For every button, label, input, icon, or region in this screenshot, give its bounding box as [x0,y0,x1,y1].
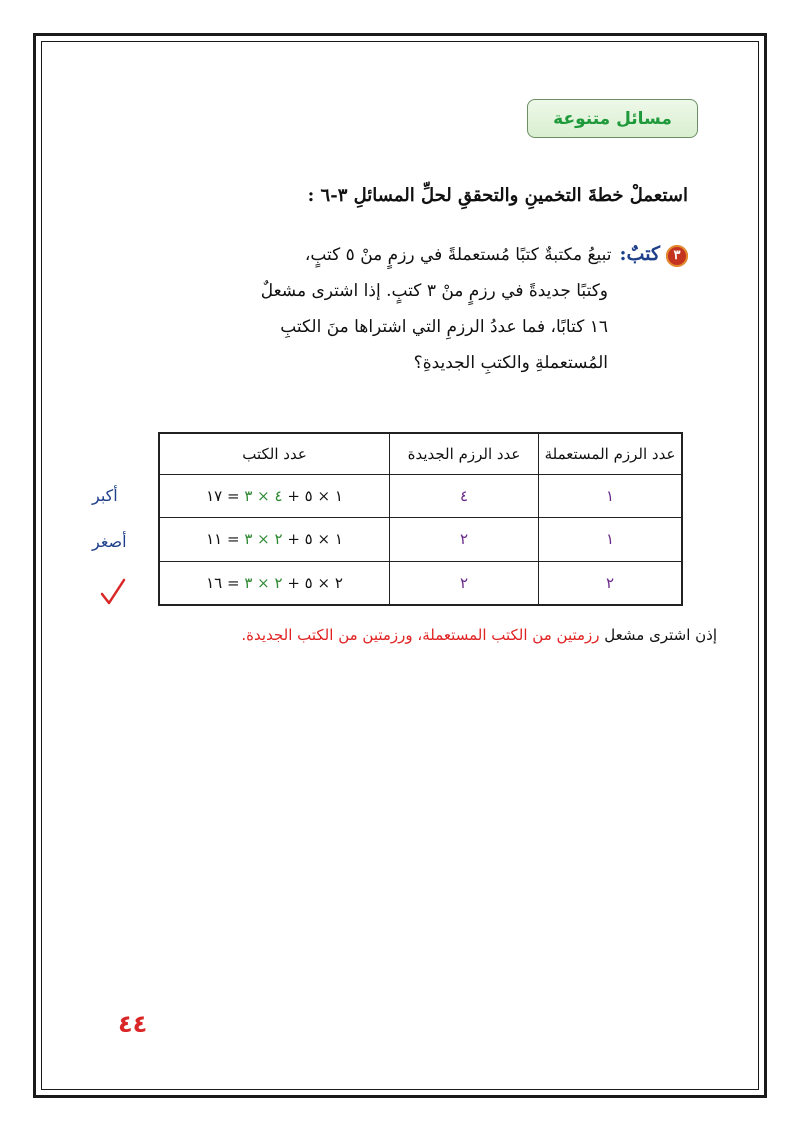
problem-line-1: تبيعُ مكتبةٌ كتبًا مُستعملةً في رزمٍ منْ ٥ كتبٍ، [304,245,612,265]
problem-first-line [208,236,688,273]
problem-line-3: ١٦ كتابًا، فما عددُ الرزمِ التي اشتراها منَ الكتبِ [280,317,608,337]
cell-new: ٢ [390,561,539,605]
expr-total: = ١٦ [206,573,245,592]
cell-expression [159,518,390,561]
expr-used-part: ٢ × ٥ + [282,573,343,592]
header-used-bundles: عدد الرزم المستعملة [539,433,683,475]
problem-number-badge: ٣ [666,245,688,267]
cell-used: ١ [539,518,683,561]
header-new-bundles: عدد الرزم الجديدة [390,433,539,475]
checkmark-icon [100,578,126,610]
expr-total: = ١١ [206,530,245,549]
expr-used-part: ١ × ٥ + [282,487,343,506]
cell-used: ١ [539,475,683,518]
expr-new-part: ٢ × ٣ [244,530,283,549]
tag-smaller: أصغر [92,532,127,551]
cell-new: ٢ [390,518,539,561]
guess-check-table [158,432,683,606]
expr-used-part: ١ × ٥ + [282,530,343,549]
expr-new-part: ٤ × ٣ [244,487,283,506]
cell-new: ٤ [390,475,539,518]
answer-result: رزمتين من الكتب المستعملة، ورزمتين من الكتب الجديدة. [241,626,600,644]
answer-prefix: إذن اشترى مشعل [599,626,717,644]
table-row [159,561,682,605]
table-row [159,518,682,561]
problem-label: كتبٌ: [619,243,660,265]
cell-expression [159,475,390,518]
cell-expression [159,561,390,605]
expr-new-part: ٢ × ٣ [244,573,283,592]
instruction-heading: استعملْ خطةَ التخمينِ والتحققِ لحلِّ المسائلِ ٣-٦ : [307,185,688,206]
answer-text [241,626,717,644]
cell-used: ٢ [539,561,683,605]
problem-line-2: وكتبًا جديدةً في رزمٍ منْ ٣ كتبٍ. إذا اشترى مشعلٌ [260,281,608,301]
page-number: ٤٤ [118,1010,148,1038]
tag-greater: أكبر [92,486,118,505]
problem-line-4: المُستعملةِ والكتبِ الجديدةِ؟ [413,353,608,373]
section-badge: مسائل متنوعة [527,99,698,138]
table-row [159,475,682,518]
problem-statement [208,236,688,381]
header-book-count: عدد الكتب [159,433,390,475]
expr-total: = ١٧ [206,487,245,506]
table-header-row [159,433,682,475]
